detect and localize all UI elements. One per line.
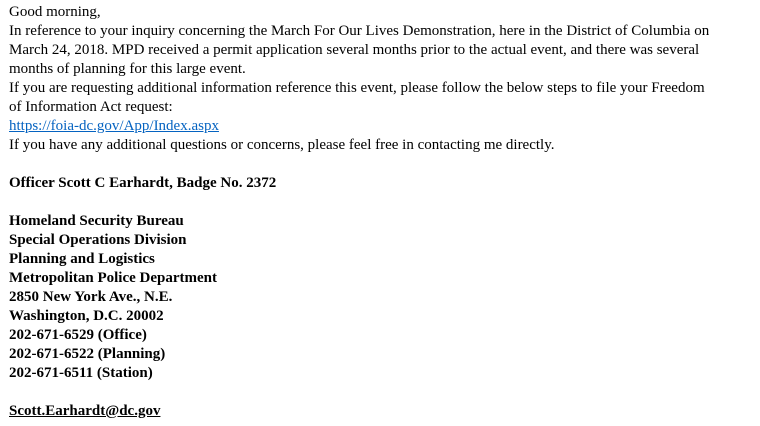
paragraph-2-line-2: of Information Act request: <box>9 99 173 115</box>
spacer <box>9 193 757 212</box>
email-body <box>9 3 757 421</box>
signature-division: Special Operations Division <box>9 232 187 248</box>
signature-address-line-2: Washington, D.C. 20002 <box>9 308 164 324</box>
paragraph-1-line-2: March 24, 2018. MPD received a permit application several months prior to the actual event, and there was several <box>9 42 700 58</box>
signature-department: Metropolitan Police Department <box>9 270 218 286</box>
signature-name: Officer Scott C Earhardt, Badge No. 2372 <box>9 175 277 191</box>
greeting: Good morning, <box>9 4 101 20</box>
signature-phone-office: 202-671-6529 (Office) <box>9 327 147 343</box>
signature-address-line-1: 2850 New York Ave., N.E. <box>9 289 173 305</box>
signature-bureau: Homeland Security Bureau <box>9 213 184 229</box>
spacer <box>9 155 757 174</box>
signature-phone-planning: 202-671-6522 (Planning) <box>9 346 166 362</box>
signature-phone-station: 202-671-6511 (Station) <box>9 365 153 381</box>
signature-email-link[interactable]: Scott.Earhardt@dc.gov <box>9 403 161 419</box>
paragraph-1-line-3: months of planning for this large event. <box>9 61 246 77</box>
paragraph-1-line-1: In reference to your inquiry concerning the March For Our Lives Demonstration, here in the District of Columbia on <box>9 23 710 39</box>
signature-unit: Planning and Logistics <box>9 251 155 267</box>
foia-link[interactable]: https://foia-dc.gov/App/Index.aspx <box>9 118 219 134</box>
closing-text: If you have any additional questions or concerns, please feel free in contacting me directly. <box>9 137 555 153</box>
spacer <box>9 383 757 402</box>
paragraph-2-line-1: If you are requesting additional information reference this event, please follow the below steps to file your Freedom <box>9 80 705 96</box>
